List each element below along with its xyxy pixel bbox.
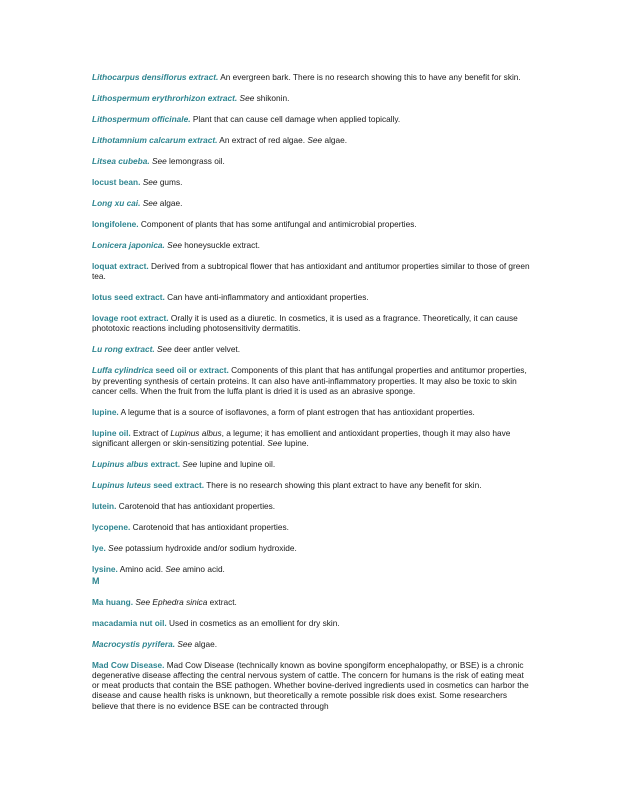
see-label: See	[307, 135, 323, 145]
entry-text: An extract of red algae.	[219, 135, 306, 145]
entry-macadamia	[92, 618, 532, 628]
entry-term: Lithotamnium calcarum extract.	[92, 135, 218, 145]
entry-text: extract.	[209, 596, 237, 607]
entry-text: amino acid.	[182, 564, 225, 575]
see-label: See	[135, 596, 151, 607]
entry-term: lye.	[92, 543, 106, 554]
entry-term: lovage root extract.	[92, 313, 169, 324]
entry-lysine	[92, 564, 532, 574]
entry-term: extract.	[150, 459, 181, 470]
entry-text: Orally it is used as a diuretic. In cosmetics, it is used as a fragrance. Theoretically, it can cause phototoxic reactions including photosensitivity dermatitis.	[92, 313, 518, 334]
entry-longifolene	[92, 219, 532, 229]
entry-text: Carotenoid that has antioxidant properties.	[132, 522, 289, 533]
entry-text: Plant that can cause cell damage when applied topically.	[192, 114, 401, 124]
see-label: See	[167, 240, 182, 250]
entry-term: Ma huang.	[92, 596, 134, 607]
entry-text: Extract of	[133, 427, 169, 438]
entry-term: Lonicera japonica.	[92, 240, 165, 250]
entry-term: Litsea cubeba.	[92, 156, 150, 166]
entry-text: Carotenoid that has antioxidant properties.	[118, 501, 276, 512]
entry-text: gums.	[159, 177, 183, 187]
see-label: See	[165, 564, 181, 575]
entry-macrocystis	[92, 639, 532, 649]
entry-lupine-oil	[92, 428, 532, 448]
entry-term: loquat extract.	[92, 261, 149, 271]
see-label: See	[142, 177, 158, 187]
entry-text: algae.	[324, 135, 348, 145]
entry-lotus-seed	[92, 292, 532, 302]
see-label: See	[142, 198, 158, 208]
entry-term: lotus seed extract.	[92, 292, 165, 303]
entry-text: honeysuckle extract.	[184, 240, 260, 250]
entry-text: Components of this plant that has antifungal properties and antitumor properties, by preventing synthesis of certain proteins. It can also have anti-inflammatory properties. It may also be toxic to skin cancer cells. When the fruit from the luffa plant is dried it is used as an abrasive sponge.	[92, 365, 527, 396]
entry-lithotamnium	[92, 135, 532, 145]
see-label: See	[151, 156, 167, 166]
entry-text: lupine and lupine oil.	[199, 459, 276, 470]
entry-term: macadamia nut oil.	[92, 617, 167, 628]
entry-text: , a legume; it has emollient and antioxidant properties, though it may also have significant allergen or skin-sensitizing potential.	[92, 427, 511, 449]
entry-term: lutein.	[92, 501, 117, 512]
entry-ma-huang	[92, 597, 532, 607]
entry-term: Lithospermum erythrorhizon extract.	[92, 93, 238, 103]
entry-text: Derived from a subtropical flower that has antioxidant and antitumor properties similar to those of green tea.	[92, 261, 530, 282]
entry-lonicera	[92, 240, 532, 250]
entry-lupine	[92, 407, 532, 417]
entry-term: Lu rong extract.	[92, 344, 155, 355]
entry-text: A legume that is a source of isoflavones, a form of plant estrogen that has antioxidant properties.	[120, 406, 475, 417]
entry-luffa	[92, 365, 532, 396]
entry-term: Macrocystis pyrifera.	[92, 638, 176, 649]
entry-term: locust bean.	[92, 177, 141, 187]
entry-text: There is no research showing this plant extract to have any benefit for skin.	[206, 480, 482, 491]
entry-text: Used in cosmetics as an emollient for dry skin.	[169, 617, 340, 628]
see-label: See	[239, 93, 255, 103]
entry-text: lupine.	[284, 438, 309, 449]
entry-term: seed extract.	[153, 480, 205, 491]
see-label: See	[182, 459, 198, 470]
entry-lovage-root	[92, 313, 532, 333]
entry-text: Can have anti-inflammatory and antioxidant properties.	[167, 292, 369, 303]
entry-lithospermum-erythrorhizon	[92, 93, 532, 103]
see-label: See	[177, 638, 193, 649]
entry-long-xu-cai	[92, 198, 532, 208]
entry-term: lysine.	[92, 564, 118, 575]
entry-loquat	[92, 261, 532, 281]
entry-mad-cow	[92, 660, 532, 711]
entry-text: deer antler velvet.	[174, 344, 241, 355]
section-letter: M	[92, 576, 100, 587]
entry-italic: Lupinus albus	[170, 427, 222, 438]
entry-text: potassium hydroxide and/or sodium hydroxide.	[125, 543, 297, 554]
entry-lutein	[92, 501, 532, 511]
entry-lithocarpus	[92, 72, 532, 82]
dictionary-page	[92, 72, 532, 722]
entry-text: Amino acid.	[119, 564, 164, 575]
entry-term: Lupinus luteus	[92, 480, 151, 491]
entry-term: lupine.	[92, 406, 119, 417]
entry-text: Mad Cow Disease (technically known as bovine spongiform encephalopathy, or BSE) is a chronic degenerative disease affecting the central nervous system of cattle. The concern for humans is the risk of eating meat or meat products that contain the BSE pathogen. Whether bovine-derived ingredients used in cosmetics can harbor the disease and cause health risks is unknown, but theoretically a remote possible risk does exist. Some researchers believe that there is no evidence BSE can be contracted through	[92, 659, 529, 711]
see-label: See	[108, 543, 123, 554]
entry-lupinus-luteus	[92, 480, 532, 490]
entry-lycopene	[92, 522, 532, 532]
entry-term: longifolene.	[92, 219, 139, 229]
entry-italic: Ephedra sinica	[152, 596, 208, 607]
entry-term: Lupinus albus	[92, 459, 149, 470]
entry-litsea	[92, 156, 532, 166]
entry-term: Lithospermum officinale.	[92, 114, 191, 124]
entry-text: shikonin.	[256, 93, 290, 103]
entry-lupinus-albus	[92, 459, 532, 469]
entry-lu-rong	[92, 344, 532, 354]
entry-text: An evergreen bark. There is no research showing this to have any benefit for skin.	[220, 72, 521, 82]
entry-term: seed oil or extract.	[155, 365, 229, 376]
entry-term: lycopene.	[92, 522, 131, 533]
entry-locust-bean	[92, 177, 532, 187]
entry-text: Component of plants that has some antifungal and antimicrobial properties.	[140, 219, 417, 229]
entry-lithospermum-officinale	[92, 114, 532, 124]
entry-text: lemongrass oil.	[169, 156, 225, 166]
entry-term: Long xu cai.	[92, 198, 141, 208]
entry-text: algae.	[194, 638, 218, 649]
see-label: See	[267, 438, 283, 449]
entry-term: Luffa cylindrica	[92, 365, 154, 376]
entry-text: algae.	[159, 198, 183, 208]
entry-lye	[92, 543, 532, 553]
entry-term: lupine oil.	[92, 427, 131, 438]
entry-term: Lithocarpus densiflorus extract.	[92, 72, 219, 82]
see-label: See	[157, 344, 172, 355]
entry-term: Mad Cow Disease.	[92, 659, 165, 670]
